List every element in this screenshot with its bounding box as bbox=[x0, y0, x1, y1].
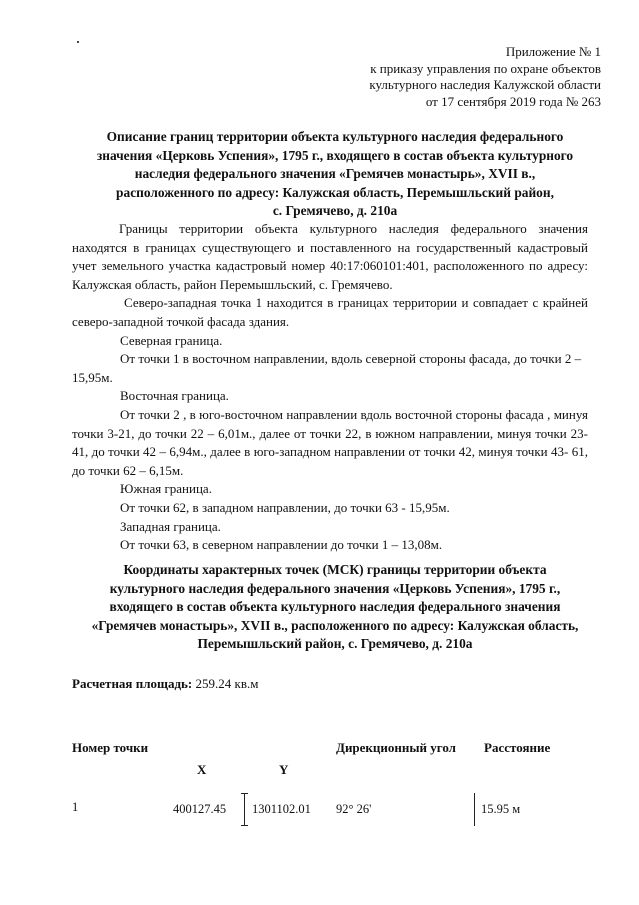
west-boundary-text: От точки 63, в северном направлении до точки 1 – 13,08м. bbox=[120, 537, 443, 553]
column-divider bbox=[474, 793, 475, 826]
north-boundary-text: От точки 1 в восточном направлении, вдоль северной стороны фасада, до точки 2 – 15,95м. bbox=[72, 351, 582, 385]
boundary-description-body bbox=[72, 220, 588, 555]
intro-paragraph: Границы территории объекта культурного наследия федерального значения находятся в границах существующего и поставленного на государственный кадастровый учет земельного участка кадастровый номер 40:17:060101:401, расположенного по адресу: Калужская область, район Перемышльский, с. Гремячево. bbox=[72, 221, 588, 292]
title1-line-3: наследия федерального значения «Гремячев монастырь», XVII в., bbox=[134, 166, 536, 181]
appendix-line-4: от 17 сентября 2019 года № 263 bbox=[425, 93, 601, 109]
header-distance: Расстояние bbox=[484, 740, 551, 755]
north-boundary-heading: Северная граница. bbox=[120, 332, 223, 348]
boundary-description-title bbox=[70, 128, 600, 221]
title1-line-4: расположенного по адресу: Калужская область, Перемышльский район, bbox=[116, 184, 554, 200]
title2-line-5: Перемышльский район, с. Гремячево, д. 210а bbox=[197, 636, 473, 651]
divider-tick-top bbox=[241, 793, 248, 794]
title1-line-5: с. Гремячево, д. 210а bbox=[272, 203, 398, 218]
appendix-line-3: культурного наследия Калужской области bbox=[369, 77, 601, 92]
appendix-header bbox=[369, 44, 601, 110]
cell-distance: 15.95 м bbox=[481, 802, 521, 816]
scan-speck bbox=[77, 41, 79, 43]
header-point-number: Номер точки bbox=[72, 740, 149, 755]
title2-line-2: культурного наследия федерального значения «Церковь Успения», 1795 г., bbox=[109, 580, 561, 596]
title2-line-3: входящего в состав объекта культурного наследия федерального значения bbox=[109, 599, 561, 614]
south-boundary-text: От точки 62, в западном направлении, до точки 63 - 15,95м. bbox=[120, 499, 450, 515]
appendix-line-2: к приказу управления по охране объектов bbox=[370, 60, 601, 76]
appendix-line-1: Приложение № 1 bbox=[505, 44, 601, 59]
column-divider bbox=[244, 793, 245, 826]
area-value: 259.24 кв.м bbox=[195, 676, 259, 691]
header-direction-angle: Дирекционный угол bbox=[336, 740, 456, 755]
area-label: Расчетная площадь: bbox=[72, 676, 193, 691]
cell-x: 400127.45 bbox=[173, 802, 227, 816]
header-y: Y bbox=[279, 762, 289, 777]
cell-point: 1 bbox=[72, 800, 79, 814]
south-boundary-heading: Южная граница. bbox=[120, 481, 212, 497]
east-boundary-heading: Восточная граница. bbox=[120, 388, 229, 404]
cell-y: 1301102.01 bbox=[252, 802, 311, 816]
cell-angle: 92° 26' bbox=[336, 802, 372, 816]
east-boundary-text: От точки 2 , в юго-восточном направлении вдоль восточной стороны фасада , минуя точки 3-21, до точки 22 – 6,01м., далее от точки 22, в южном направлении, минуя точки 23-41, до точки 42 – 6,94м., далее в юго-западном направлении от точки 42, минуя точки 43- 61, до точки 62 – 6,15м. bbox=[72, 406, 588, 478]
header-x: X bbox=[197, 762, 207, 777]
title2-line-1: Координаты характерных точек (МСК) границы территории объекта bbox=[123, 562, 547, 577]
northwest-point-paragraph: Северо-западная точка 1 находится в границах территории и совпадает с крайней северо-западной точкой фасада здания. bbox=[72, 295, 588, 329]
calculated-area bbox=[72, 676, 258, 692]
title2-line-4: «Гремячев монастырь», XVII в., расположенного по адресу: Калужская область, bbox=[91, 617, 579, 633]
coordinates-title bbox=[70, 561, 600, 654]
west-boundary-heading: Западная граница. bbox=[120, 518, 221, 534]
title1-line-2: значения «Церковь Успения», 1795 г., входящего в состав объекта культурного bbox=[96, 147, 574, 163]
title1-line-1: Описание границ территории объекта культурного наследия федерального bbox=[106, 129, 564, 144]
divider-tick-bottom bbox=[241, 825, 248, 826]
